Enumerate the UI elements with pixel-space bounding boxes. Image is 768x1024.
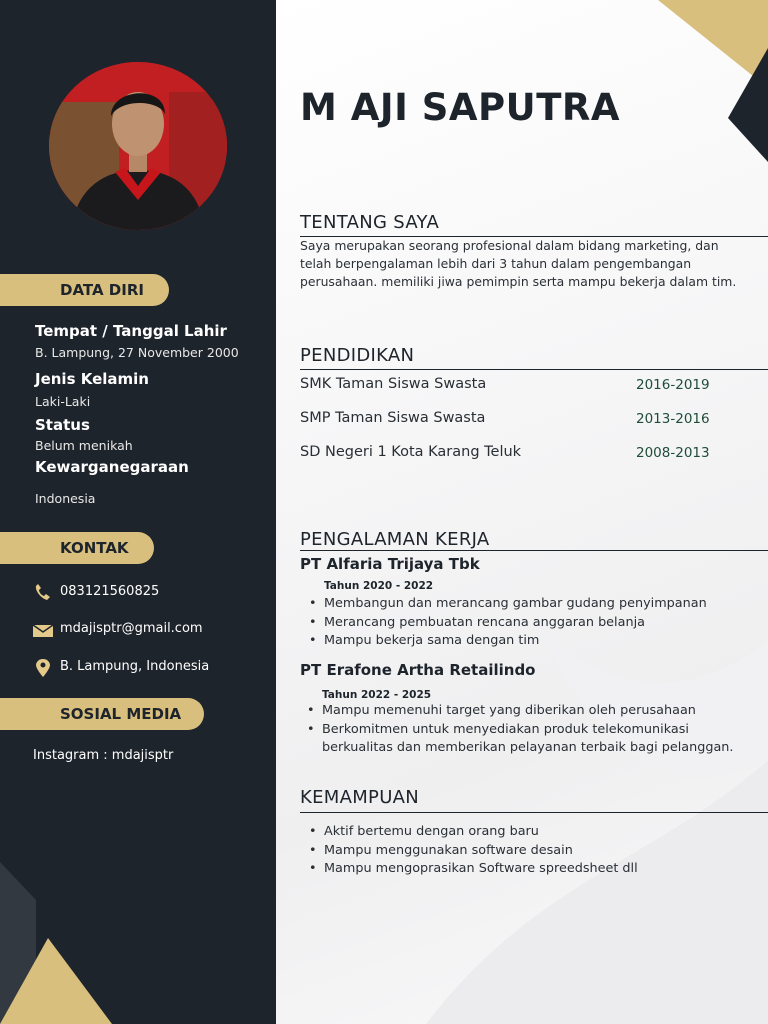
nationality-label: Kewarganegaraan <box>35 458 189 476</box>
phone-text: 083121560825 <box>60 584 160 599</box>
status-value: Belum menikah <box>35 438 133 453</box>
education-years: 2013-2016 <box>636 411 710 427</box>
list-item: • Merancang pembuatan rencana anggaran belanja <box>307 614 707 633</box>
pengalaman-divider <box>300 550 768 551</box>
phone-icon <box>33 584 53 602</box>
job-company: PT Alfaria Trijaya Tbk <box>300 555 480 573</box>
list-item: • Mampu memenuhi target yang diberikan oleh perusahaan <box>305 702 755 721</box>
list-item: • Aktif bertemu dengan orang baru <box>307 823 638 842</box>
birth-value: B. Lampung, 27 November 2000 <box>35 345 239 360</box>
job-duties <box>307 595 707 651</box>
tentang-heading: TENTANG SAYA <box>300 212 440 233</box>
skills-list <box>307 823 638 879</box>
job-period: Tahun 2020 - 2022 <box>324 580 434 592</box>
instagram-text[interactable]: Instagram : mdajisptr <box>33 748 174 763</box>
gender-value: Laki-Laki <box>35 394 91 409</box>
data-diri-heading: DATA DIRI <box>0 274 169 306</box>
job-period: Tahun 2022 - 2025 <box>322 689 432 701</box>
education-years: 2008-2013 <box>636 445 710 461</box>
education-years: 2016-2019 <box>636 377 710 393</box>
education-school: SMP Taman Siswa Swasta <box>300 410 486 426</box>
kemampuan-divider <box>300 812 768 813</box>
sidebar <box>0 0 276 1024</box>
person-name: M AJI SAPUTRA <box>300 86 621 129</box>
pendidikan-divider <box>300 369 768 370</box>
education-school: SD Negeri 1 Kota Karang Teluk <box>300 444 522 460</box>
tentang-text: Saya merupakan seorang profesional dalam bidang marketing, dan telah berpengalaman lebih dari 3 tahun dalam pengembangan perusahaan. memiliki jiwa pemimpin serta mampu bekerja dalam tim. <box>300 238 737 289</box>
email-text: mdajisptr@gmail.com <box>60 621 203 636</box>
list-item: • Membangun dan merancang gambar gudang penyimpanan <box>307 595 707 614</box>
kontak-heading: KONTAK <box>0 532 154 564</box>
job-company: PT Erafone Artha Retailindo <box>300 661 536 679</box>
sosial-media-heading: SOSIAL MEDIA <box>0 698 204 730</box>
location-text: B. Lampung, Indonesia <box>60 659 210 674</box>
list-item: • Berkomitmen untuk menyediakan produk telekomunikasi berkualitas dan memberikan pelayanan terbaik bagi pelanggan. <box>305 721 755 758</box>
list-item: • Mampu menggunakan software desain <box>307 842 638 861</box>
list-item: • Mampu mengoprasikan Software spreedsheet dll <box>307 860 638 879</box>
nationality-value: Indonesia <box>35 491 96 506</box>
pendidikan-heading: PENDIDIKAN <box>300 345 415 366</box>
profile-photo <box>49 62 227 230</box>
location-pin-icon <box>33 659 53 677</box>
kemampuan-heading: KEMAMPUAN <box>300 787 420 808</box>
gender-label: Jenis Kelamin <box>35 370 149 388</box>
pengalaman-heading: PENGALAMAN KERJA <box>300 529 490 550</box>
email-icon <box>33 621 53 639</box>
list-item: • Mampu bekerja sama dengan tim <box>307 632 707 651</box>
status-label: Status <box>35 416 90 434</box>
job-duties <box>305 702 755 758</box>
birth-label: Tempat / Tanggal Lahir <box>35 322 227 340</box>
corner-triangles <box>276 0 768 170</box>
education-school: SMK Taman Siswa Swasta <box>300 376 487 392</box>
